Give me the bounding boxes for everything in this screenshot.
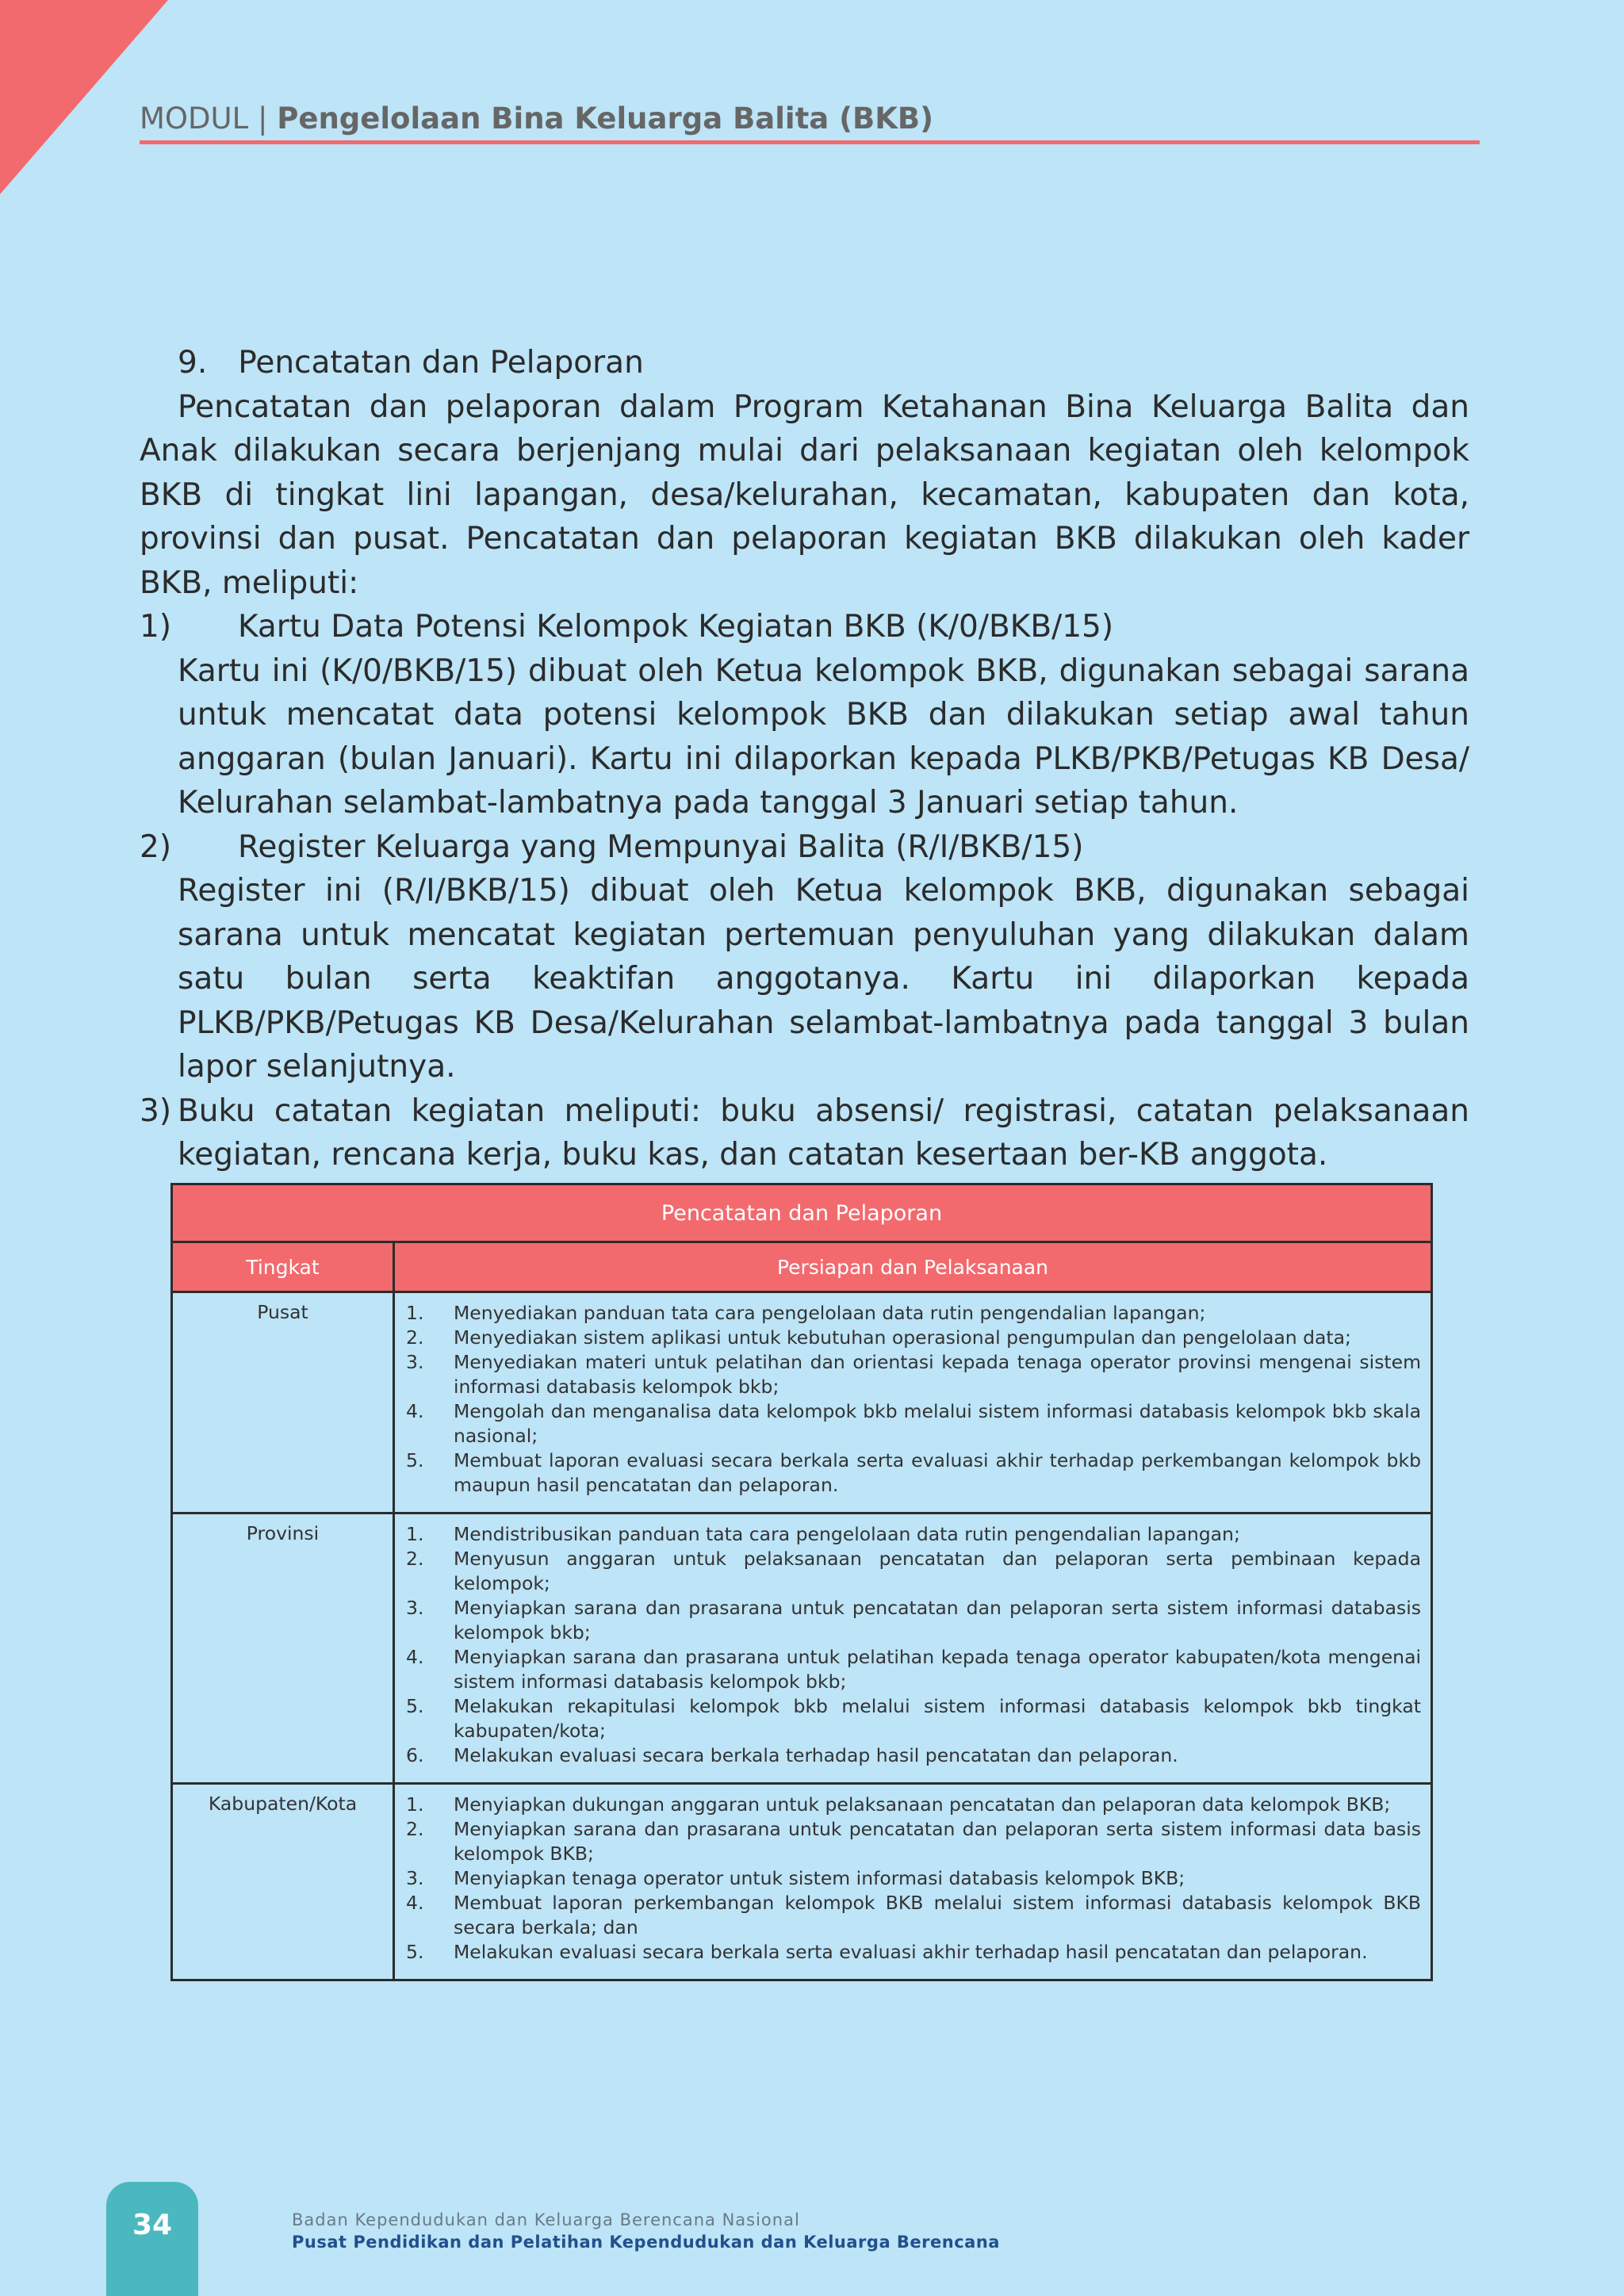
table-list-item: 5. Melakukan evaluasi secara berkala serta evaluasi akhir terhadap hasil pencatatan dan pelaporan. xyxy=(406,1941,1368,1963)
footer-center: Pusat Pendidikan dan Pelatihan Kependudukan dan Keluarga Berencana xyxy=(292,2233,1000,2252)
list-item-3 xyxy=(140,1089,1469,1177)
list-item-1-title: Kartu Data Potensi Kelompok Kegiatan BKB (K/0/BKB/15) xyxy=(238,609,1114,645)
table-list-item: 4. Mengolah dan menganalisa data kelompok bkb melalui sistem informasi databasis kelompok bkb skala nasional; xyxy=(406,1400,1421,1447)
table-items-cell xyxy=(394,1292,1432,1513)
section-heading: 9. Pencatatan dan Pelaporan xyxy=(178,345,644,381)
header-separator: | xyxy=(248,101,278,136)
list-item-1-text: Kartu ini (K/0/BKB/15) dibuat oleh Ketua kelompok BKB, digunakan sebagai sarana untuk mencatat data potensi kelompok BKB dan dilakukan setiap awal tahun anggaran (bulan Januari). Kartu ini dilaporkan kepada PLKB/PKB/Petugas KB Desa/ Kelurahan selambat-lambatnya pada tanggal 3 Januari setiap tahun. xyxy=(178,652,1469,821)
page-number: 34 xyxy=(106,2182,198,2296)
table-level-cell: Provinsi xyxy=(172,1513,394,1784)
list-item-1-number: 1) xyxy=(140,609,172,645)
list-item-2-text: Register ini (R/I/BKB/15) dibuat oleh Ketua kelompok BKB, digunakan sebagai sarana untuk mencatat kegiatan pertemuan penyuluhan yang dilakukan dalam satu bulan serta keaktifan anggotanya. Kartu ini dilaporkan kepada PLKB/PKB/Petugas KB Desa/Kelurahan selambat-lambatnya pada tanggal 3 bulan lapor selanjutnya. xyxy=(178,873,1469,1085)
header-title: Pengelolaan Bina Keluarga Balita (BKB) xyxy=(277,101,934,136)
table-list-item: 2. Menyediakan sistem aplikasi untuk kebutuhan operasional pengumpulan dan pengelolaan data; xyxy=(406,1326,1351,1349)
table-list-item: 4. Membuat laporan perkembangan kelompok BKB melalui sistem informasi databasis kelompok BKB secara berkala; dan xyxy=(406,1892,1421,1938)
table-items-cell xyxy=(394,1784,1432,1980)
running-header xyxy=(140,98,1480,140)
table-list-item: 1. Menyiapkan dukungan anggaran untuk pelaksanaan pencatatan dan pelaporan data kelompok BKB; xyxy=(406,1793,1391,1816)
table-header-level: Tingkat xyxy=(172,1242,394,1292)
table-list-item: 2. Menyusun anggaran untuk pelaksanaan pencatatan dan pelaporan serta pembinaan kepada kelompok; xyxy=(406,1548,1421,1594)
list-item-3-number: 3) xyxy=(140,1093,172,1129)
footer-organization: Badan Kependudukan dan Keluarga Berencana Nasional xyxy=(292,2210,800,2229)
table-title: Pencatatan dan Pelaporan xyxy=(172,1184,1432,1242)
table-row xyxy=(172,1513,1432,1784)
list-item-2-number: 2) xyxy=(140,828,172,865)
section-intro: Pencatatan dan pelaporan dalam Program Ketahanan Bina Keluarga Balita dan Anak dilakukan secara berjenjang mulai dari pelaksanaan kegiatan oleh kelompok BKB di tingkat lini lapangan, desa/kelurahan, kecamatan, kabupaten dan kota, provinsi dan pusat. Pencatatan dan pelaporan kegiatan BKB dilakukan oleh kader BKB, meliputi: xyxy=(140,388,1469,601)
list-item-3-text: Buku catatan kegiatan meliputi: buku absensi/ registrasi, catatan pelaksanaan kegiatan, rencana kerja, buku kas, dan catatan kesertaan ber-KB anggota. xyxy=(178,1093,1469,1173)
table-list-item: 5. Membuat laporan evaluasi secara berkala serta evaluasi akhir terhadap perkembangan kelompok bkb maupun hasil pencatatan dan pelaporan. xyxy=(406,1449,1421,1496)
table-list-item: 1. Menyediakan panduan tata cara pengelolaan data rutin pengendalian lapangan; xyxy=(406,1302,1206,1324)
table-list-item: 4. Menyiapkan sarana dan prasarana untuk pelatihan kepada tenaga operator kabupaten/kota mengenai sistem informasi databasis kelompok bkb; xyxy=(406,1646,1421,1693)
table-row xyxy=(172,1784,1432,1980)
table-list-item: 2. Menyiapkan sarana dan prasarana untuk pencatatan dan pelaporan serta sistem informasi data basis kelompok BKB; xyxy=(406,1818,1421,1865)
list-item-2-heading xyxy=(140,825,1469,870)
section-body xyxy=(140,341,1469,1177)
header-divider xyxy=(140,140,1480,144)
table-list-item: 3. Menyediakan materi untuk pelatihan dan orientasi kepada tenaga operator provinsi mengenai sistem informasi databasis kelompok bkb; xyxy=(406,1351,1421,1398)
list-item-2-title: Register Keluarga yang Mempunyai Balita (R/I/BKB/15) xyxy=(238,828,1084,865)
table-header-actions: Persiapan dan Pelaksanaan xyxy=(394,1242,1432,1292)
table-list-item: 6. Melakukan evaluasi secara berkala terhadap hasil pencatatan dan pelaporan. xyxy=(406,1744,1178,1766)
table-list-item: 3. Menyiapkan sarana dan prasarana untuk pencatatan dan pelaporan serta sistem informasi databasis kelompok bkb; xyxy=(406,1597,1421,1644)
table-list-item: 1. Mendistribusikan panduan tata cara pengelolaan data rutin pengendalian lapangan; xyxy=(406,1523,1240,1545)
table-level-cell: Kabupaten/Kota xyxy=(172,1784,394,1980)
list-item-1-heading xyxy=(140,605,1469,649)
table-list-item: 3. Menyiapkan tenaga operator untuk sistem informasi databasis kelompok BKB; xyxy=(406,1867,1185,1889)
table-list-item: 5. Melakukan rekapitulasi kelompok bkb melalui sistem informasi databasis kelompok bkb tingkat kabupaten/kota; xyxy=(406,1695,1421,1742)
table-level-cell: Pusat xyxy=(172,1292,394,1513)
reporting-table xyxy=(170,1183,1433,1981)
table-row xyxy=(172,1292,1432,1513)
corner-decoration xyxy=(0,0,168,194)
header-module: MODUL xyxy=(140,101,249,136)
table-items-cell xyxy=(394,1513,1432,1784)
